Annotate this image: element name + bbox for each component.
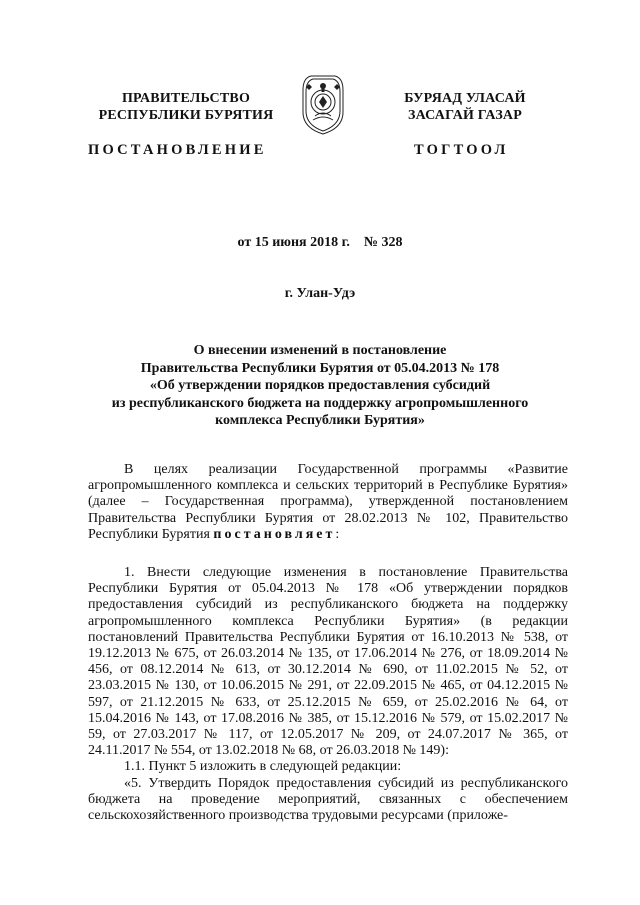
clauses-section xyxy=(88,565,568,824)
clause-quote-5: «5. Утвердить Порядок предоставления субсидий из республиканского бюджета на проведение мероприятий, связанных с обеспечением сельскохозяйственного производства трудовыми ресурсами (приложе- xyxy=(88,775,568,824)
coat-of-arms-icon xyxy=(299,72,347,136)
title-line: Правительства Республики Бурятия от 05.04.2013 № 178 xyxy=(140,360,500,376)
decree-city: г. Улан-Удэ xyxy=(284,286,356,301)
title-line: О внесении изменений в постановление xyxy=(193,343,447,358)
clause-1: 1. Внести следующие изменения в постановление Правительства Республики Бурятия от 05.04.2013 № 178 «Об утверждении порядков предоставления субсидий из республиканского бюджета на поддержку агропромышленного комплекса Республики Бурятия» (в редакции постановлений Правительства Республики Бурятия от 16.10.2013 № 538, от 19.12.2013 № 675, от 26.03.2014 № 135, от 17.06.2014 № 276, от 18.09.2014 № 456, от 08.12.2014 № 613, от 30.12.2014 № 690, от 11.02.2015 № 52, от 23.03.2015 № 130, от 10.06.2015 № 291, от 22.09.2015 № 465, от 04.12.2015 № 597, от 21.12.2015 № 633, от 25.12.2015 № 659, от 25.02.2016 № 64, от 15.04.2016 № 143, от 17.08.2016 № 385, от 15.12.2016 № 579, от 15.02.2017 № 59, от 27.03.2017 № 117, от 12.05.2017 № 209, от 24.07.2017 № 365, от 24.11.2017 № 554, от 13.02.2018 № 68, от 26.03.2018 № 149): xyxy=(88,565,568,759)
decree-type-ru: ПОСТАНОВЛЕНИЕ xyxy=(88,142,267,158)
decree-date: от 15 июня 2018 г. xyxy=(237,235,350,250)
clause-1-1: 1.1. Пункт 5 изложить в следующей редакции: xyxy=(124,759,402,775)
government-header-ru xyxy=(96,90,276,124)
title-line: из республиканского бюджета на поддержку агропромышленного xyxy=(111,395,529,411)
decree-title xyxy=(80,342,560,430)
preamble-paragraph xyxy=(88,462,568,543)
decree-type-bua: ТОГТООЛ xyxy=(414,142,509,158)
header-line: РЕСПУБЛИКИ БУРЯТИЯ xyxy=(98,108,274,123)
preamble-body: В целях реализации Государственной программы «Развитие агропромышленного комплекса и сельских территорий в Республике Бурятия» (далее – Государственная программа), утвержденной постановлением Правительства Республики Бурятия от 28.02.2013 № 102, Правительство Республики Бурятия xyxy=(88,462,568,542)
title-line: «Об утверждении порядков предоставления субсидий xyxy=(149,378,491,393)
preamble-text xyxy=(88,462,568,543)
header-line: ПРАВИТЕЛЬСТВО xyxy=(121,91,251,106)
preamble-colon: : xyxy=(335,526,340,542)
header-line: БУРЯАД УЛАСАЙ xyxy=(404,91,526,106)
decree-verb: постановляет xyxy=(213,526,336,542)
government-header-bua xyxy=(390,90,540,124)
header-line: ЗАСАГАЙ ГАЗАР xyxy=(407,108,522,123)
title-line: комплекса Республики Бурятия» xyxy=(215,413,425,428)
decree-number: № 328 xyxy=(363,235,403,250)
decree-date-line xyxy=(0,235,640,251)
